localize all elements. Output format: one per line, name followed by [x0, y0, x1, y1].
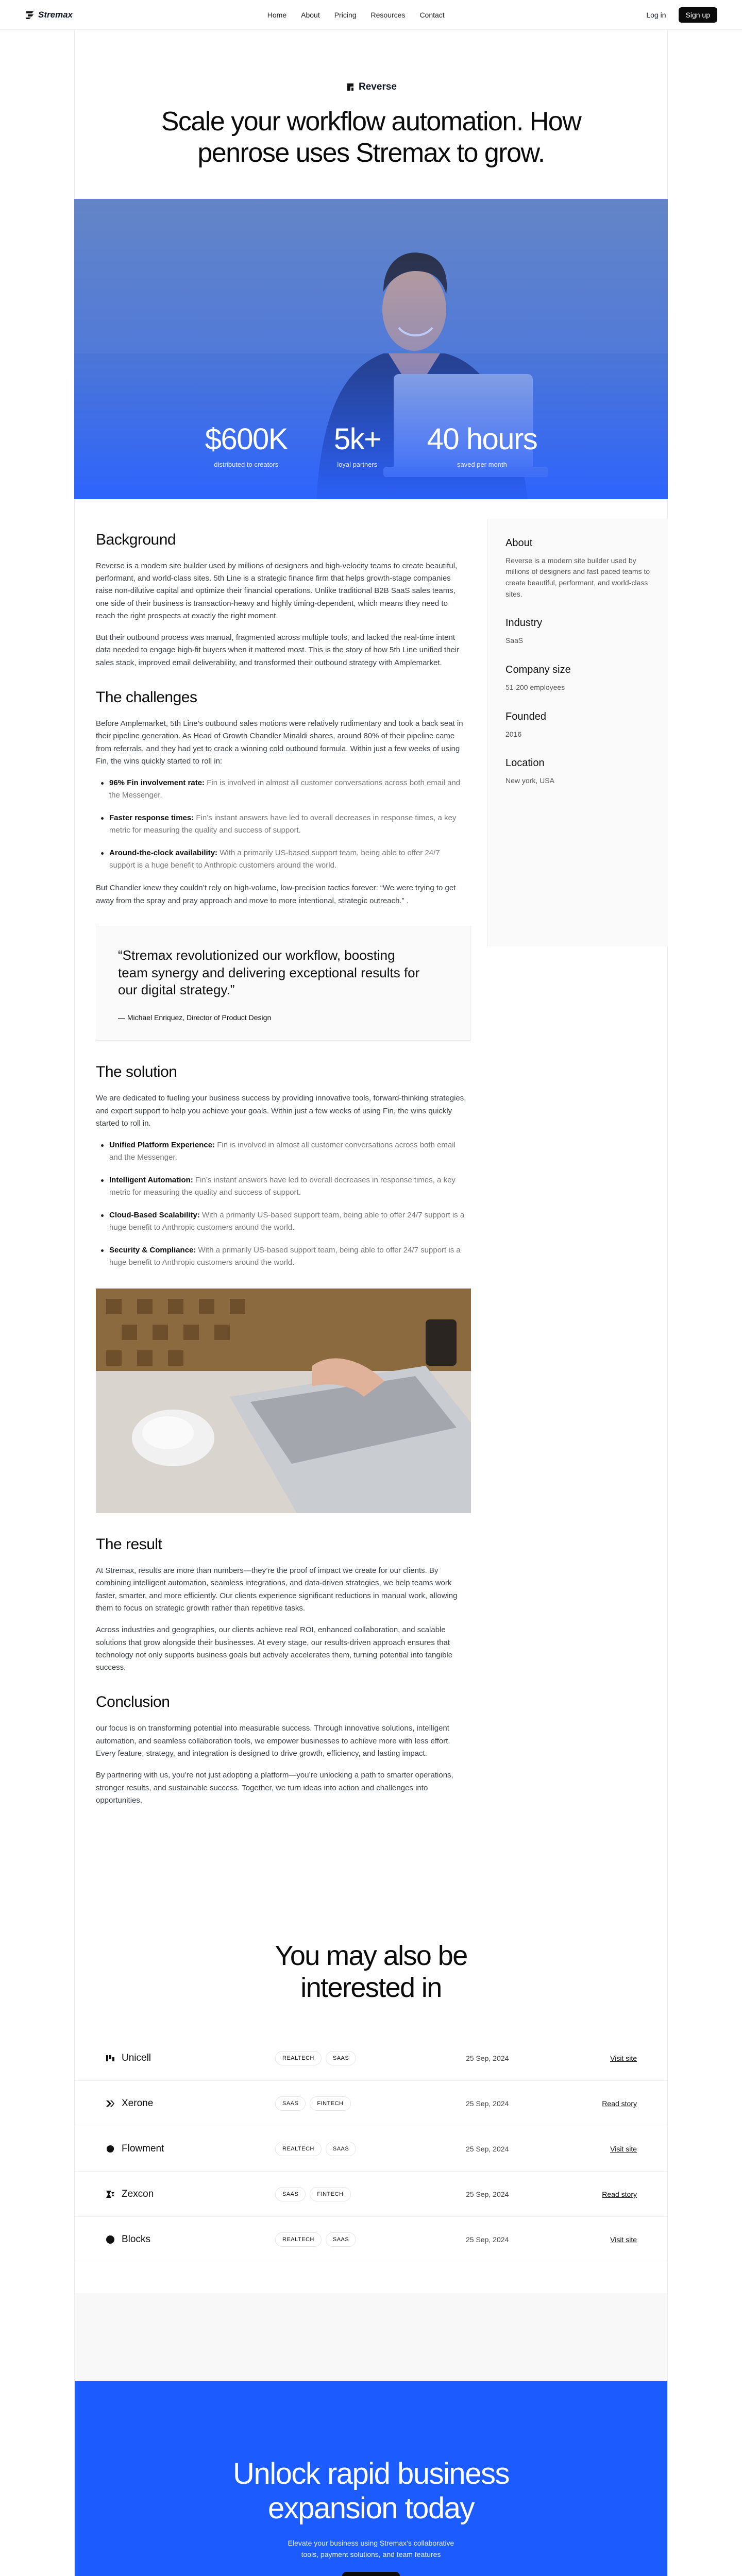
list-item: Around-the-clock availability: With a primarily US-based support team, being able to offer 24/7 support is a huge benefit to Anthropic customers around the world. [96, 847, 467, 872]
visit-site-link[interactable]: Visit site [610, 2144, 637, 2153]
brand-logo[interactable] [25, 10, 73, 20]
article-content [74, 499, 482, 1863]
nav-links [267, 11, 445, 19]
date: 25 Sep, 2024 [466, 2190, 509, 2198]
arrows-logo-icon [105, 2189, 115, 2199]
stat-value: 40 hours [427, 422, 537, 456]
sidebar-heading: Founded [505, 710, 546, 722]
customer-logo-text: Reverse [359, 81, 397, 92]
tag: SAAS [326, 2232, 356, 2247]
tag: SAAS [275, 2187, 306, 2201]
related-company [105, 2234, 275, 2245]
related-company [105, 2189, 275, 2200]
related-stories-section [74, 1862, 668, 2293]
company-size-block [505, 664, 650, 693]
list-item: Security & Compliance: With a primarily US-based support team, being able to offer 24/7 support is a huge benefit to Anthropic customers around the world. [96, 1244, 467, 1269]
date: 25 Sep, 2024 [466, 2144, 509, 2153]
section-heading-conclusion: Conclusion [96, 1693, 170, 1711]
tag-group [275, 2051, 466, 2065]
stat-label: loyal partners [337, 460, 378, 468]
list-item: Intelligent Automation: Fin’s instant answers have led to overall decreases in response times, a key metric for measuring the quality and success of support. [96, 1174, 467, 1199]
stat-hours [427, 422, 537, 468]
nav-link-home[interactable]: Home [267, 10, 287, 19]
sidebar-value: Reverse is a modern site builder used by millions of designers and fast paced teams to create beautiful, performant, and world-class sites. [505, 556, 650, 598]
sidebar-heading: Industry [505, 617, 543, 629]
chevrons-logo-icon [105, 2098, 115, 2109]
get-started-button[interactable] [342, 2572, 400, 2576]
tag: REALTECH [275, 2051, 322, 2065]
related-row [74, 2081, 668, 2126]
list-item: 96% Fin involvement rate: Fin is involved in almost all customer conversations across both email and the Messenger. [96, 777, 467, 802]
related-company [105, 2053, 275, 2064]
company-name: Flowment [122, 2143, 164, 2154]
company-name: Unicell [122, 2052, 151, 2063]
location-block [505, 757, 650, 787]
related-list [74, 2036, 668, 2262]
section-heading-background: Background [96, 531, 176, 548]
tag: SAAS [326, 2142, 356, 2156]
related-company [105, 2143, 275, 2155]
stat-label: distributed to creators [214, 460, 279, 468]
about-block [505, 537, 650, 600]
tag-group [275, 2142, 466, 2156]
related-company [105, 2098, 275, 2109]
read-story-link[interactable]: Read story [602, 2190, 637, 2198]
founded-block [505, 711, 650, 740]
list-item: Faster response times: Fin’s instant answers have led to overall decreases in response times, a key metric for measuring the quality and success of support. [96, 812, 467, 837]
stremax-logo-icon [25, 10, 35, 20]
paragraph: At Stremax, results are more than numbers—they’re the proof of impact we create for our clients. By combining intelligent automation, seamless integrations, and data-driven strategies, we help teams work faster, smarter, and more efficiently. Our clients experience significant reductions in manual work, allowing them to focus on strategic growth rather than repetitive tasks. [96, 1566, 458, 1613]
reverse-logo-icon [345, 82, 356, 92]
blob-logo-icon [105, 2144, 115, 2154]
sidebar-heading: About [505, 537, 533, 549]
section-heading-result: The result [96, 1536, 162, 1553]
sidebar-heading: Company size [505, 664, 571, 676]
sidebar-value: New york, USA [505, 776, 554, 785]
date: 25 Sep, 2024 [466, 2054, 509, 2062]
company-name: Blocks [122, 2233, 150, 2245]
paragraph: Across industries and geographies, our clients achieve real ROI, enhanced collaboration, and scalable solutions that grow alongside their businesses. At every stage, our results-driven approach ensures that technology not only supports business goals but actively accelerates them, turning potential into tangible success. [96, 1625, 453, 1672]
paragraph: By partnering with us, you’re not just adopting a platform—you’re unlocking a path to smarter operations, stronger results, and sustainable success. Together, we turn ideas into action and challenges into opportunities. [96, 1771, 453, 1805]
bars-logo-icon [105, 2053, 115, 2063]
nav-link-pricing[interactable]: Pricing [334, 10, 357, 19]
related-row [74, 2217, 668, 2262]
hero-section [0, 30, 742, 199]
nav-actions [639, 7, 717, 23]
read-story-link[interactable]: Read story [602, 2099, 637, 2108]
laptop-photo-illustration [96, 1289, 471, 1513]
circle-logo-icon [105, 2234, 115, 2245]
tag: FINTECH [310, 2096, 350, 2111]
list-item: Cloud-Based Scalability: With a primarily US-based support team, being able to offer 24/7 support is a huge benefit to Anthropic customers around the world. [96, 1209, 467, 1234]
solution-list [96, 1139, 467, 1269]
cta-description: Elevate your business using Stremax’s collaborative tools, payment solutions, and team features [288, 2538, 454, 2559]
nav-link-about[interactable]: About [301, 10, 320, 19]
customer-logo [0, 81, 742, 93]
login-button[interactable]: Log in [639, 7, 673, 23]
paragraph: our focus is on transforming potential into measurable success. Through innovative solutions, intelligent automation, and seamless collaboration tools, we empower businesses to achieve more with less effort. Every feature, strategy, and integration is designed to drive growth, efficiency, and lasting impact. [96, 1724, 450, 1758]
company-info-sidebar [487, 519, 668, 946]
visit-site-link[interactable]: Visit site [610, 2235, 637, 2244]
date: 25 Sep, 2024 [466, 2235, 509, 2244]
stats-row [74, 422, 668, 468]
page-title: Scale your workflow automation. How penrose uses Stremax to grow. [161, 107, 581, 168]
tag: SAAS [326, 2051, 356, 2065]
related-row [74, 2172, 668, 2217]
paragraph: Before Amplemarket, 5th Line’s outbound sales motions were relatively rudimentary and took a back seat in their pipeline generation. As Head of Growth Chandler Minaldi shares, around 80% of their pipeline came from referrals, and they had yet to crack a winning cold outbound formula. Within just a few weeks of using Fin, the wins quickly started to roll in: [96, 719, 463, 766]
testimonial-quote [96, 926, 471, 1041]
related-heading: You may also be interested in [275, 1940, 467, 2004]
paragraph: We are dedicated to fueling your business success by providing innovative tools, forward-thinking strategies, and expert support to help you achieve your goals. Within just a few weeks of using Fin, the wins quickly started to roll in. [96, 1094, 466, 1128]
paragraph: But their outbound process was manual, fragmented across multiple tools, and lacked the real-time intent data needed to engage high-fit buyers when it mattered most. This is the story of how 5th Line unified their sales stack, improved email deliverability, and transformed their outbound strategy with Amplemarket. [96, 633, 460, 667]
industry-block [505, 617, 650, 647]
date: 25 Sep, 2024 [466, 2099, 509, 2108]
tag-group [275, 2232, 466, 2247]
cta-section [74, 2381, 668, 2576]
hero-banner [74, 199, 668, 499]
tag: SAAS [275, 2096, 306, 2111]
case-study-article [74, 499, 668, 1863]
top-navigation [0, 0, 742, 30]
company-name: Xerone [122, 2097, 154, 2109]
stat-value: $600K [205, 422, 288, 456]
section-spacer [74, 2293, 668, 2381]
related-row [74, 2036, 668, 2081]
list-item: Unified Platform Experience: Fin is involved in almost all customer conversations across both email and the Messenger. [96, 1139, 467, 1164]
quote-text: “Stremax revolutionized our workflow, boosting team synergy and delivering exceptional results for our digital strategy.” [118, 947, 420, 998]
paragraph: Reverse is a modern site builder used by millions of designers and high-velocity teams to create beautiful, performant, and world-class sites. 5th Line is a strategic finance firm that helps growth-stage companies raise non-dilutive capital and optimize their financial operations. Unlike traditional B2B SaaS sales teams, one side of their business is transaction-heavy and highly timing-dependent, which means they need to reach the right prospects at exactly the right moment. [96, 561, 458, 620]
tag: REALTECH [275, 2142, 322, 2156]
quote-author: — Michael Enriquez, Director of Product Design [118, 1013, 272, 1022]
sidebar-value: 51-200 employees [505, 683, 565, 692]
brand-name: Stremax [38, 9, 73, 20]
signup-button[interactable]: Sign up [679, 7, 717, 23]
tag-group [275, 2187, 466, 2201]
tag: REALTECH [275, 2232, 322, 2247]
related-row [74, 2126, 668, 2172]
paragraph: But Chandler knew they couldn’t rely on high-volume, low-precision tactics forever: “We were trying to get away from the spray and pray approach and move to more intentional, strategic outreach.” . [96, 884, 456, 905]
sidebar-heading: Location [505, 757, 545, 769]
tag: FINTECH [310, 2187, 350, 2201]
stat-partners [334, 422, 381, 468]
laptop-typing-image [96, 1289, 471, 1513]
stat-value: 5k+ [333, 422, 381, 456]
challenges-list [96, 777, 467, 872]
cta-heading: Unlock rapid business expansion today [233, 2457, 509, 2526]
nav-link-contact[interactable]: Contact [419, 10, 445, 19]
tag-group [275, 2096, 466, 2111]
visit-site-link[interactable]: Visit site [610, 2054, 637, 2062]
sidebar-value: SaaS [505, 636, 524, 645]
nav-link-resources[interactable]: Resources [370, 10, 406, 19]
company-name: Zexcon [122, 2188, 154, 2199]
stat-creators [205, 422, 288, 468]
section-heading-solution: The solution [96, 1063, 177, 1081]
stat-label: saved per month [457, 460, 507, 468]
sidebar-value: 2016 [505, 730, 522, 738]
section-heading-challenges: The challenges [96, 689, 197, 706]
